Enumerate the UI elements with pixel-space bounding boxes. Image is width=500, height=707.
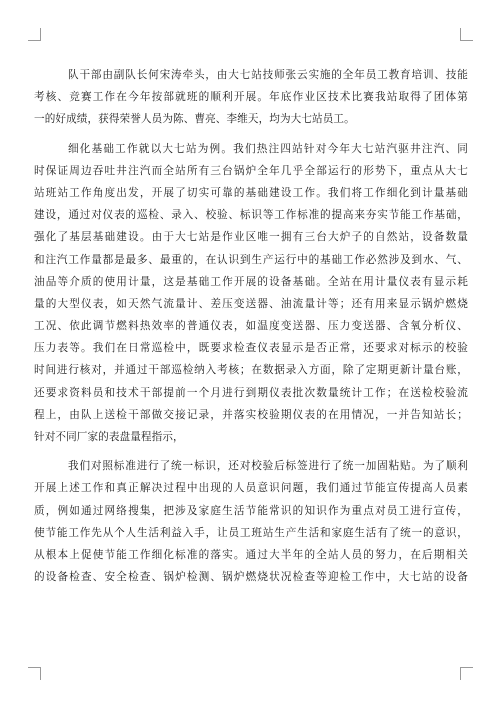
crop-mark-bottom-right [460, 667, 473, 680]
paragraph [34, 64, 468, 131]
text-line: 压力表等。我们在日常巡检中，既要求检查仪表显示是否正常，还要求对标示的校验 [34, 342, 468, 355]
text-line: 建设，通过对仪表的巡检、录入、校验、标识等工作标准的提高来夯实节能工作基础， [34, 209, 468, 222]
text-line: 从根本上促使节能工作细化标准的落实。通过大半年的全站人员的努力，在后期相关 [34, 548, 468, 561]
text-line: 工况、依此调节燃料热效率的普通仪表，如温度变送器、压力变送器、含氧分析仪、 [34, 320, 468, 333]
text-line: 时间进行核对，并通过干部巡检纳入考核；在数据录入方面，除了定期更新计量台账， [34, 364, 468, 377]
text-line: 强化了基层基础建设。由于大七站是作业区唯一拥有三台大炉子的自然站，设备数量 [34, 231, 468, 244]
text-line: 考核、竞赛工作在今年按部就班的顺利开展。年底作业区技术比赛我站取得了团体第 [34, 91, 468, 104]
text-line: 开展上述工作和真正解决过程中出现的人员意识问题，我们通过节能宣传提高人员素 [34, 482, 468, 495]
text-line: 还要求资料员和技术干部提前一个月进行到期仪表批次数量统计工作；在送检校验流 [34, 386, 468, 399]
crop-mark-top-right [460, 28, 473, 41]
text-line: 时保证周边吞吐井注汽而全站所有三台锅炉全年几乎全部运行的形势下，重点从大七 [34, 164, 468, 177]
text-line: 质，例如通过网络搜集，把涉及家庭生活节能常识的知识作为重点对员工进行宣传， [34, 504, 468, 517]
crop-mark-bottom-left [28, 667, 41, 680]
text-line: 站班站工作角度出发，开展了切实可靠的基础建设工作。我们将工作细化到计量基础 [34, 186, 468, 199]
text-line: 使节能工作先从个人生活利益入手，让员工班站生产生活和家庭生活有了统一的意识， [34, 526, 468, 539]
text-line: 我们对照标准进行了统一标识，还对校验后标签进行了统一加固粘贴。为了顺利 [68, 460, 468, 473]
text-line: 细化基础工作就以大七站为例。我们热注四站针对今年大七站汽驱井注汽、同 [68, 142, 468, 155]
text-line: 针对不同厂家的表盘量程指示， [34, 431, 184, 443]
text-line: 的设备检查、安全检查、锅炉检测、锅炉燃烧状况检查等迎检工作中，大七站的设备 [34, 571, 468, 584]
paragraph [34, 455, 468, 588]
text-line: 量的大型仪表，如天然气流量计、差压变送器、油流量计等；还有用来显示锅炉燃烧 [34, 297, 468, 310]
text-line: 队干部由副队长何宋涛牵头，由大七站技师张云实施的全年员工教育培训、技能 [68, 69, 468, 81]
text-line: 和注汽工作量都是最多、最重的，在认识到生产运行中的基础工作必然涉及到水、气、 [34, 253, 468, 266]
paragraph [34, 138, 468, 449]
crop-mark-top-left [28, 28, 41, 41]
text-line: 油品等介质的使用计量，这是基础工作开展的设备基础。全站在用计量仪表有显示耗 [34, 275, 468, 288]
text-line: 一的好成绩，获得荣誉人员为陈、曹亮、李维天，均为大七站员工。 [34, 113, 355, 126]
document-body[interactable] [34, 64, 468, 588]
text-line: 程上，由队上送检干部做交接记录，并落实校验期仪表的在用情况，一并告知站长； [34, 408, 468, 421]
